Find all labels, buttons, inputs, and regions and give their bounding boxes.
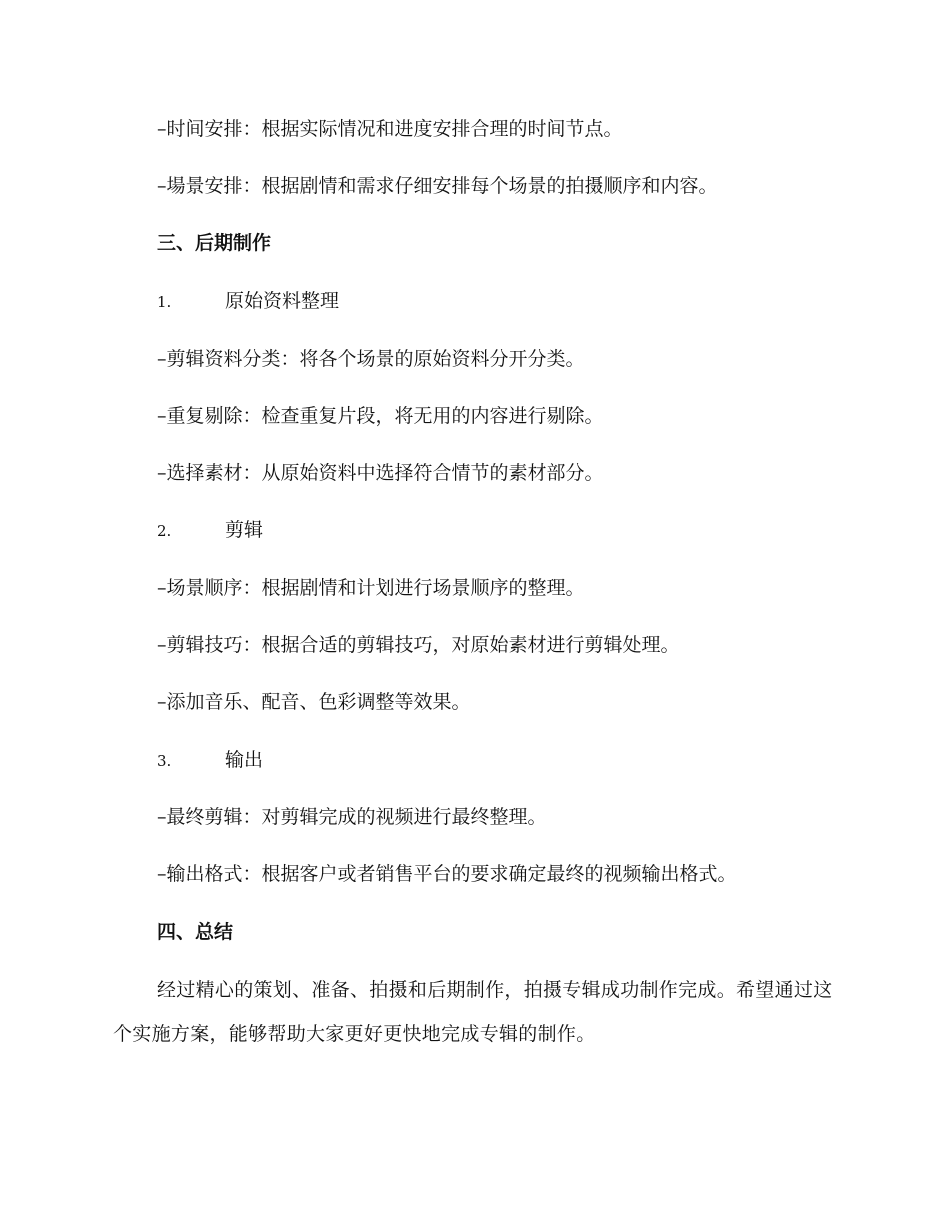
item-title: 输出 bbox=[225, 749, 264, 771]
numbered-item-1 bbox=[157, 287, 339, 316]
bullet-item: –最终剪辑：对剪辑完成的视频进行最终整理。 bbox=[157, 806, 547, 828]
summary-paragraph: 经过精心的策划、准备、拍摄和后期制作，拍摄专辑成功制作完成。希望通过这个实施方案，能够帮助大家更好更快地完成专辑的制作。 bbox=[113, 979, 833, 1045]
bullet-item: –重复剔除：检查重复片段，将无用的内容进行剔除。 bbox=[157, 405, 604, 427]
bullet-item: –选择素材：从原始资料中选择符合情节的素材部分。 bbox=[157, 462, 604, 484]
item-number: 2. bbox=[157, 522, 172, 540]
section-heading-post-production: 三、后期制作 bbox=[157, 232, 272, 254]
bullet-item: –添加音乐、配音、色彩调整等效果。 bbox=[157, 691, 471, 713]
bullet-item: –剪辑技巧：根据合适的剪辑技巧，对原始素材进行剪辑处理。 bbox=[157, 634, 680, 656]
bullet-scene-schedule: –場景安排：根据剧情和需求仔细安排每个场景的拍摄顺序和内容。 bbox=[157, 175, 718, 197]
bullet-item: –输出格式：根据客户或者销售平台的要求确定最终的视频输出格式。 bbox=[157, 863, 737, 885]
section-heading-summary: 四、总结 bbox=[157, 921, 234, 943]
numbered-item-2 bbox=[157, 516, 263, 545]
item-title: 原始资料整理 bbox=[225, 290, 340, 312]
item-title: 剪辑 bbox=[225, 519, 264, 541]
bullet-time-schedule: –时间安排：根据实际情况和进度安排合理的时间节点。 bbox=[157, 118, 623, 140]
numbered-item-3 bbox=[157, 746, 263, 775]
item-number: 3. bbox=[157, 752, 172, 770]
item-number: 1. bbox=[157, 293, 172, 311]
bullet-item: –剪辑资料分类：将各个场景的原始资料分开分类。 bbox=[157, 348, 585, 370]
bullet-item: –场景顺序：根据剧情和计划进行场景顺序的整理。 bbox=[157, 577, 585, 599]
